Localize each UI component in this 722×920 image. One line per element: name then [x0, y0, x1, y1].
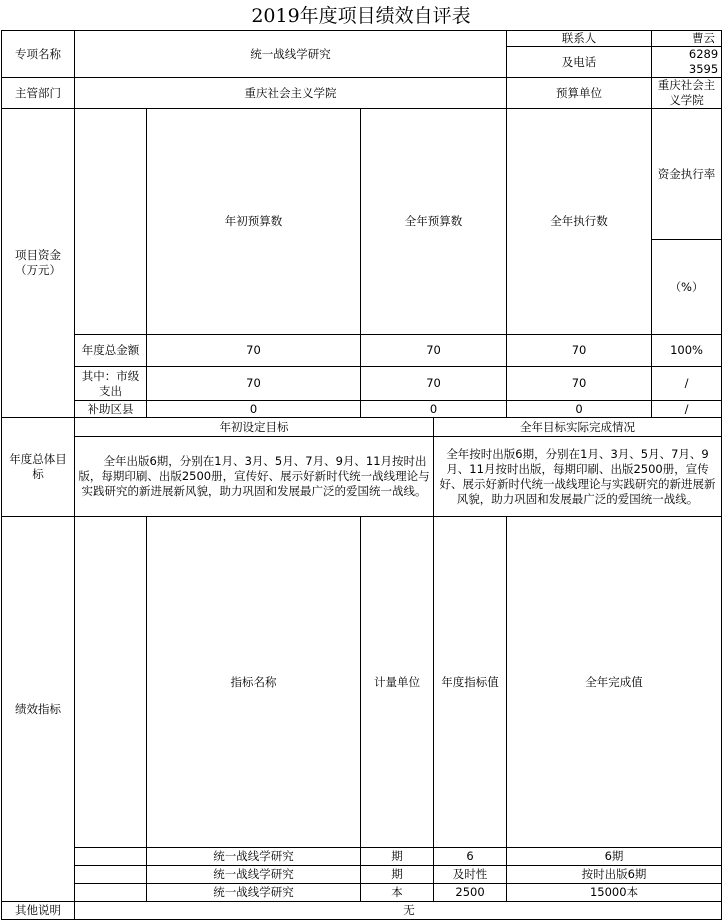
contact-label: 联系人	[507, 31, 652, 47]
actual-goal-header: 全年目标实际完成情况	[434, 418, 722, 437]
phone-value: 62893595	[652, 47, 722, 78]
indicator-row-blank	[75, 884, 147, 902]
initial-goal-header: 年初设定目标	[75, 418, 434, 437]
indicator-row-1-name: 统一战线学研究	[147, 848, 361, 866]
indicators-blank-cell	[75, 517, 147, 848]
indicator-actual-header: 全年完成值	[507, 517, 722, 848]
budget-unit-value: 重庆社会主义学院	[652, 78, 722, 109]
phone-label: 及电话	[507, 47, 652, 78]
district-initial-budget: 0	[147, 401, 361, 418]
funds-label: 项目资金（万元）	[2, 109, 75, 418]
city-execution-rate: /	[652, 367, 722, 401]
page-title: 2019年度项目绩效自评表	[251, 5, 471, 27]
total-execution-rate: 100%	[652, 335, 722, 367]
initial-goal-text: 全年出版6期，分别在1月、3月、5月、7月、9月、11月按时出版，每期印刷、出版2500册，宣传好、展示好新时代统一战线理论与实践研究的新进展新风貌，助力巩固和发展最广泛的爱国统一战线。	[75, 437, 434, 517]
project-name-value: 统一战线学研究	[75, 31, 507, 78]
indicator-row-1-target: 6	[434, 848, 507, 866]
actual-goal-text: 全年按时出版6期，分别在1月、3月、5月、7月、9月、11月按时出版，每期印刷、出版2500册，宣传好、展示好新时代统一战线理论与实践研究的新进展新风貌，助力巩固和发展最广泛的爱国统一战线。	[434, 437, 722, 517]
indicator-row-1-unit: 期	[361, 848, 434, 866]
indicator-row-3-unit: 本	[361, 884, 434, 902]
contact-value: 曹云	[652, 31, 722, 47]
execution-rate-unit: （%）	[652, 240, 722, 335]
dept-label: 主管部门	[2, 78, 75, 109]
other-notes-value: 无	[75, 902, 722, 920]
execution-rate-header: 资金执行率	[652, 109, 722, 240]
indicator-target-header: 年度指标值	[434, 517, 507, 848]
performance-evaluation-table	[1, 30, 722, 920]
city-expenditure-label: 其中：市级支出	[75, 367, 147, 401]
indicator-row-3-target: 2500	[434, 884, 507, 902]
total-annual-budget: 70	[361, 335, 507, 367]
district-executed: 0	[507, 401, 652, 418]
indicator-row-2-name: 统一战线学研究	[147, 866, 361, 884]
indicator-row-2-actual: 按时出版6期	[507, 866, 722, 884]
indicator-unit-header: 计量单位	[361, 517, 434, 848]
executed-header: 全年执行数	[507, 109, 652, 335]
city-initial-budget: 70	[147, 367, 361, 401]
total-amount-label: 年度总金额	[75, 335, 147, 367]
district-execution-rate: /	[652, 401, 722, 418]
annual-budget-header: 全年预算数	[361, 109, 507, 335]
indicator-row-3-actual: 15000本	[507, 884, 722, 902]
initial-budget-header: 年初预算数	[147, 109, 361, 335]
city-executed: 70	[507, 367, 652, 401]
annual-goals-label: 年度总体目标	[2, 418, 75, 517]
indicator-row-blank	[75, 848, 147, 866]
city-annual-budget: 70	[361, 367, 507, 401]
total-executed: 70	[507, 335, 652, 367]
indicators-label: 绩效指标	[2, 517, 75, 902]
indicator-row-2-unit: 期	[361, 866, 434, 884]
funds-corner-cell	[75, 109, 147, 335]
budget-unit-label: 预算单位	[507, 78, 652, 109]
district-subsidy-label: 补助区县	[75, 401, 147, 418]
indicator-row-blank	[75, 866, 147, 884]
indicator-name-header: 指标名称	[147, 517, 361, 848]
other-notes-label: 其他说明	[2, 902, 75, 920]
total-initial-budget: 70	[147, 335, 361, 367]
indicator-row-2-target: 及时性	[434, 866, 507, 884]
indicator-row-3-name: 统一战线学研究	[147, 884, 361, 902]
dept-value: 重庆社会主义学院	[75, 78, 507, 109]
district-annual-budget: 0	[361, 401, 507, 418]
indicator-row-1-actual: 6期	[507, 848, 722, 866]
project-name-label: 专项名称	[2, 31, 75, 78]
